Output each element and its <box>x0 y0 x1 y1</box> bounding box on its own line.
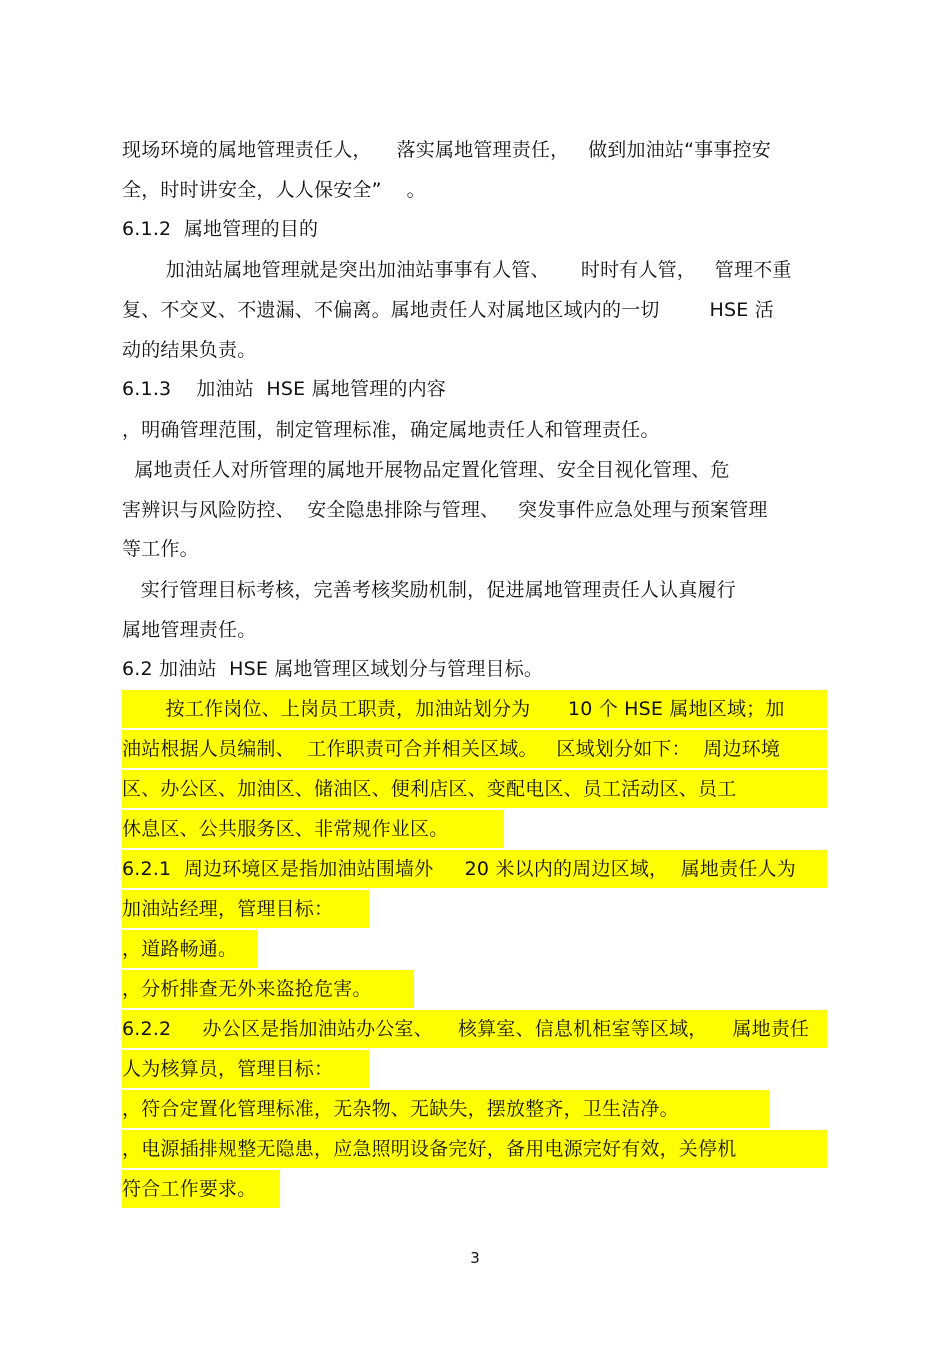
text-line: 属地管理责任。 <box>122 619 257 641</box>
text-line: 现场环境的属地管理责任人， 落实属地管理责任， 做到加油站“事事控安 <box>122 139 771 161</box>
highlighted-line: 人为核算员，管理目标： <box>122 1050 369 1088</box>
section-heading: 6.1.3 加油站 HSE 属地管理的内容 <box>122 378 446 400</box>
text-line: 属地责任人对所管理的属地开展物品定置化管理、安全目视化管理、危 <box>122 459 730 481</box>
text-line: 动的结果负责。 <box>122 339 257 361</box>
highlighted-line: 符合工作要求。 <box>122 1170 280 1208</box>
section-heading: 6.2 加油站 HSE 属地管理区域划分与管理目标。 <box>122 658 544 680</box>
text-line: 复、不交叉、不遗漏、不偏离。属地责任人对属地区域内的一切 HSE 活 <box>122 299 774 321</box>
text-line: ，明确管理范围，制定管理标准，确定属地责任人和管理责任。 <box>122 419 660 441</box>
highlighted-line: ，分析排查无外来盗抢危害。 <box>122 970 414 1008</box>
highlighted-line: ，道路畅通。 <box>122 930 258 968</box>
highlighted-line: ，符合定置化管理标准，无杂物、无缺失，摆放整齐，卫生洁净。 <box>122 1090 770 1128</box>
highlighted-line: 油站根据人员编制、 工作职责可合并相关区域。 区域划分如下： 周边环境 <box>122 730 827 768</box>
text-line: 实行管理目标考核，完善考核奖励机制，促进属地管理责任人认真履行 <box>122 579 736 601</box>
text-line: 等工作。 <box>122 538 199 560</box>
text-line: 全，时时讲安全，人人保安全” 。 <box>122 179 426 201</box>
text-line: 加油站属地管理就是突出加油站事事有人管、 时时有人管， 管理不重 <box>122 259 792 281</box>
text-line: 害辨识与风险防控、 安全隐患排除与管理、 突发事件应急处理与预案管理 <box>122 499 768 521</box>
page-number: 3 <box>470 1249 480 1267</box>
section-heading: 6.1.2 属地管理的目的 <box>122 218 319 240</box>
highlighted-line: 区、办公区、加油区、储油区、便利店区、变配电区、员工活动区、员工 <box>122 770 827 808</box>
highlighted-line: 按工作岗位、上岗员工职责，加油站划分为 10 个 HSE 属地区域；加 <box>122 690 827 728</box>
highlighted-line: 加油站经理，管理目标： <box>122 890 369 928</box>
highlighted-line: ，电源插排规整无隐患，应急照明设备完好，备用电源完好有效，关停机 <box>122 1130 827 1168</box>
section-heading: 6.2.2 办公区是指加油站办公室、 核算室、信息机柜室等区域， 属地责任 <box>122 1010 827 1048</box>
highlighted-line: 休息区、公共服务区、非常规作业区。 <box>122 810 504 848</box>
section-heading: 6.2.1 周边环境区是指加油站围墙外 20 米以内的周边区域， 属地责任人为 <box>122 850 827 888</box>
